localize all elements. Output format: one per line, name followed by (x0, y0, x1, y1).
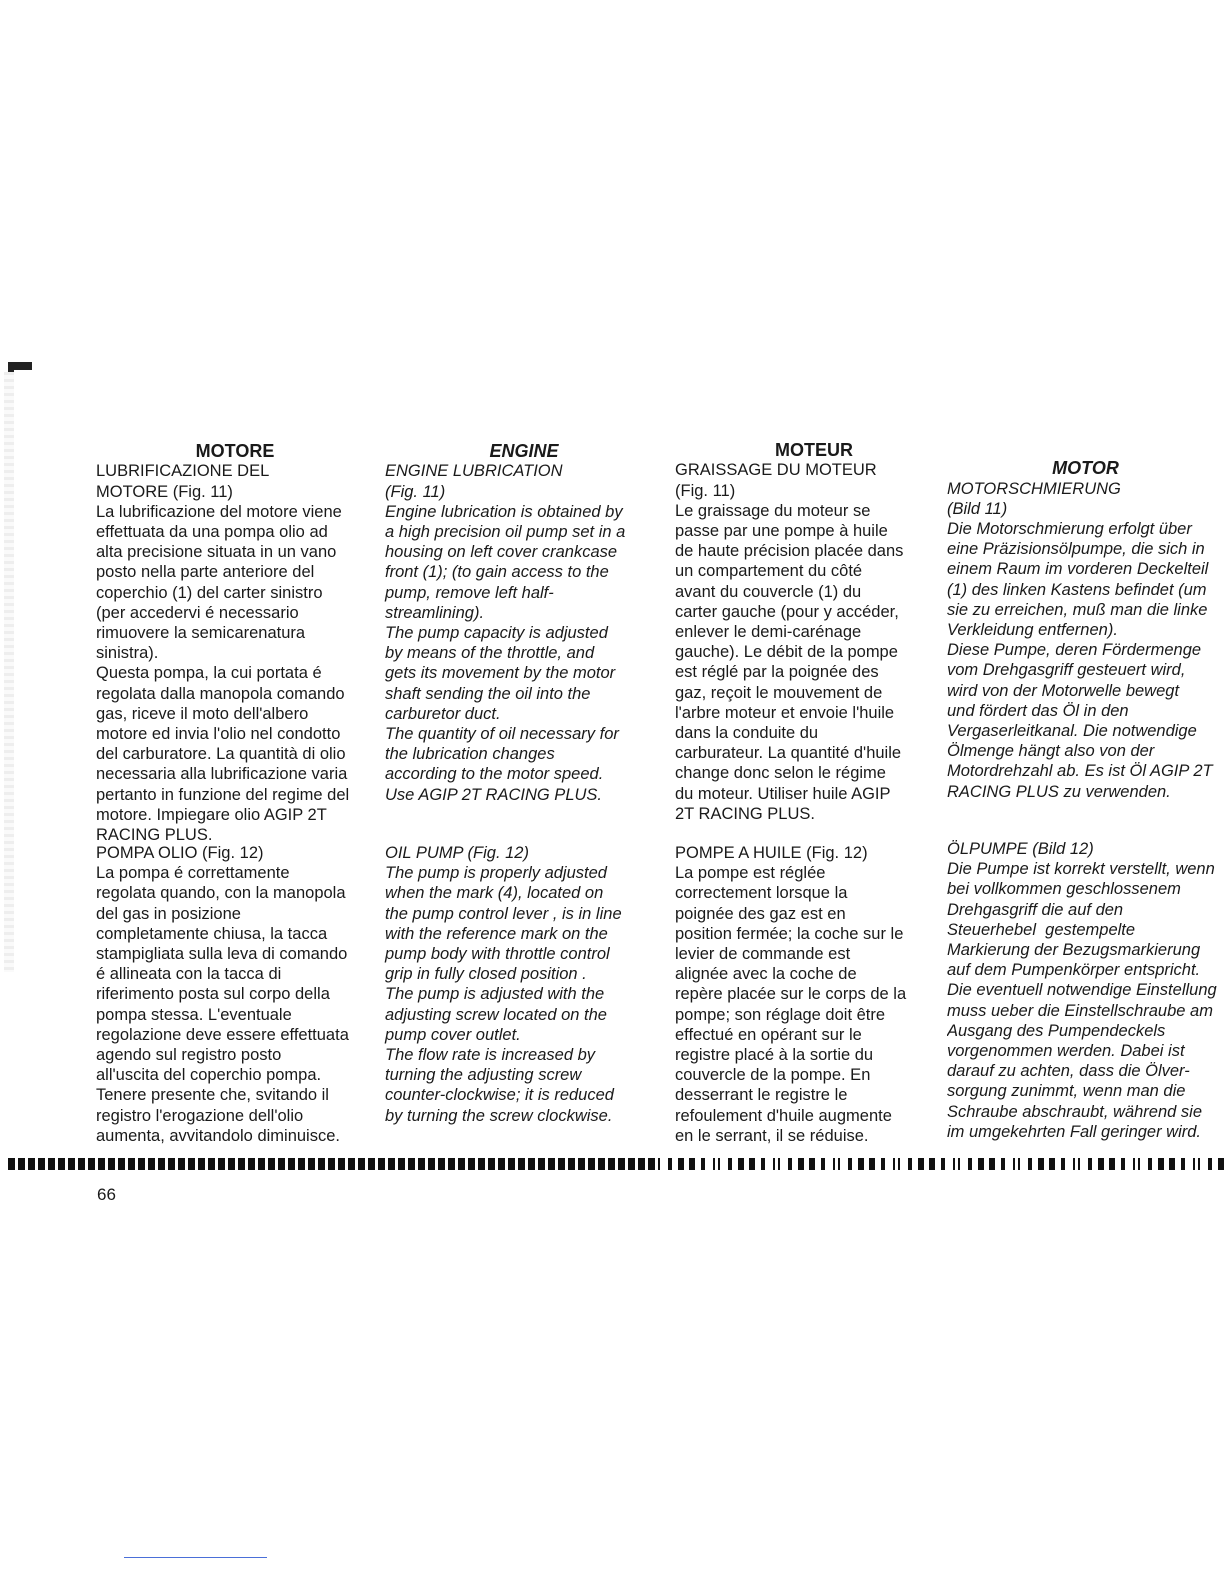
german-lubrication-section (947, 418, 1224, 802)
french-heading: MOTEUR (775, 440, 853, 461)
french-lubrication-text: GRAISSAGE DU MOTEUR (Fig. 11) Le graissage du moteur se passe par une pompe à huile de haute précision placée dans un compartement du côté avant du couvercle (1) du carter gauche (pour y accéder, enlever le demi-carénage gauche). Le débit de la pompe est réglé par la poignée des gaz, reçoit le mouvement de l'arbre moteur et envoie l'huile dans la conduite du carburateur. La quantité d'huile change donc selon le régime du moteur. Utiliser huile AGIP 2T RACING PLUS. (675, 461, 904, 823)
german-heading: MOTOR (1052, 458, 1119, 479)
corner-crop-mark (8, 362, 32, 370)
german-pump-section: ÖLPUMPE (Bild 12) Die Pumpe ist korrekt verstellt, wenn bei vollkommen geschlossenem Drehgasgriff die auf den Steuerhebel gestempelte Markierung der Bezugsmarkierung auf dem Pumpenkörper entspricht. Die eventuell notwendige Einstellung muss ueber die Einstellschraube am Ausgang des Pumpendeckels vorgenommen werden. Dabei ist darauf zu achten, dass die Ölver- sorgung zunimmt, wenn man die Schraube abschraubt, während sie im umgekehrten Fall geringer wird. (947, 840, 1217, 1141)
french-pump-section: POMPE A HUILE (Fig. 12) La pompe est réglée correctement lorsque la poignée des gaz est en position fermée; la coche sur le levier de commande est alignée avec la coche de repère placée sur le corps de la pompe; son réglage doit être effectué en opérant sur le registre placé à la sortie du couvercle de la pompe. En desserrant le registre le refoulement d'huile augmente en le serrant, il se réduise. (675, 844, 907, 1145)
french-lubrication-section (675, 420, 953, 824)
italian-lubrication-section (96, 421, 374, 845)
scan-edge-shadow (4, 372, 14, 972)
italian-pump-section: POMPA OLIO (Fig. 12) La pompa é correttamente regolata quando, con la manopola del gas in posizione completamente chiusa, la tacca stampigliata sulla leva di comando é allineata con la tacca di riferimento posta sul corpo della pompa stessa. L'eventuale regolazione deve essere effettuata agendo sul registro posto all'uscita del coperchio pompa. Tenere presente che, svitando il registro l'erogazione dell'olio aumenta, avvitandolo diminuisce. (96, 844, 349, 1145)
english-lubrication-text: ENGINE LUBRICATION (Fig. 11) Engine lubrication is obtained by a high precision oil pump set in a housing on left cover crankcase front (1); (to gain access to the pump, remove left half- streamlining). The pump capacity is adjusted by means of the throttle, and gets its movement by the motor shaft sending the oil into the carburetor duct. The quantity of oil necessary for the lubrication changes according to the motor speed. Use AGIP 2T RACING PLUS. (385, 462, 626, 804)
english-lubrication-section (385, 421, 663, 805)
italian-lubrication-text: LUBRIFICAZIONE DEL MOTORE (Fig. 11) La lubrificazione del motore viene effettuata da una pompa olio ad alta precisione situata in un vano posto nella parte anteriore del coperchio (1) del carter sinistro (per accedervi é necessario rimuovere la semicarenatura sinistra). Questa pompa, la cui portata é regolata dalla manopola comando gas, riceve il moto dell'albero motore ed invia l'olio nel condotto del carburatore. La quantità di olio necessaria alla lubrificazione varia pertanto in funzione del regime del motore. Impiegare olio AGIP 2T RACING PLUS. (96, 462, 350, 845)
english-pump-section: OIL PUMP (Fig. 12) The pump is properly adjusted when the mark (4), located on the pump control lever , is in line with the reference mark on the pump body with throttle control grip in fully closed position . The pump is adjusted with the adjusting screw located on the pump cover outlet. The flow rate is increased by turning the adjusting screw counter-clockwise; it is reduced by turning the screw clockwise. (385, 844, 622, 1125)
german-lubrication-text: MOTORSCHMIERUNG (Bild 11) Die Motorschmierung erfolgt über eine Präzisionsölpumpe, die sich in einem Raum im vorderen Deckelteil (1) des linken Kastens befindet (um sie zu erreichen, muß man die linke Verkleidung entfernen). Diese Pumpe, deren Fördermenge vom Drehgasgriff gesteuert wird, wird von der Motorwelle bewegt und fördert das Öl in den Vergaserleitkanal. Die notwendige Ölmenge hängt also von der Motordrehzahl ab. Es ist Öl AGIP 2T RACING PLUS zu verwenden. (947, 479, 1213, 801)
page-edge-bar-strip-thin (660, 1158, 1224, 1170)
english-heading: ENGINE (489, 441, 559, 462)
page-number: 66 (97, 1185, 116, 1204)
bottom-rule (124, 1557, 267, 1558)
italian-heading: MOTORE (195, 441, 275, 462)
